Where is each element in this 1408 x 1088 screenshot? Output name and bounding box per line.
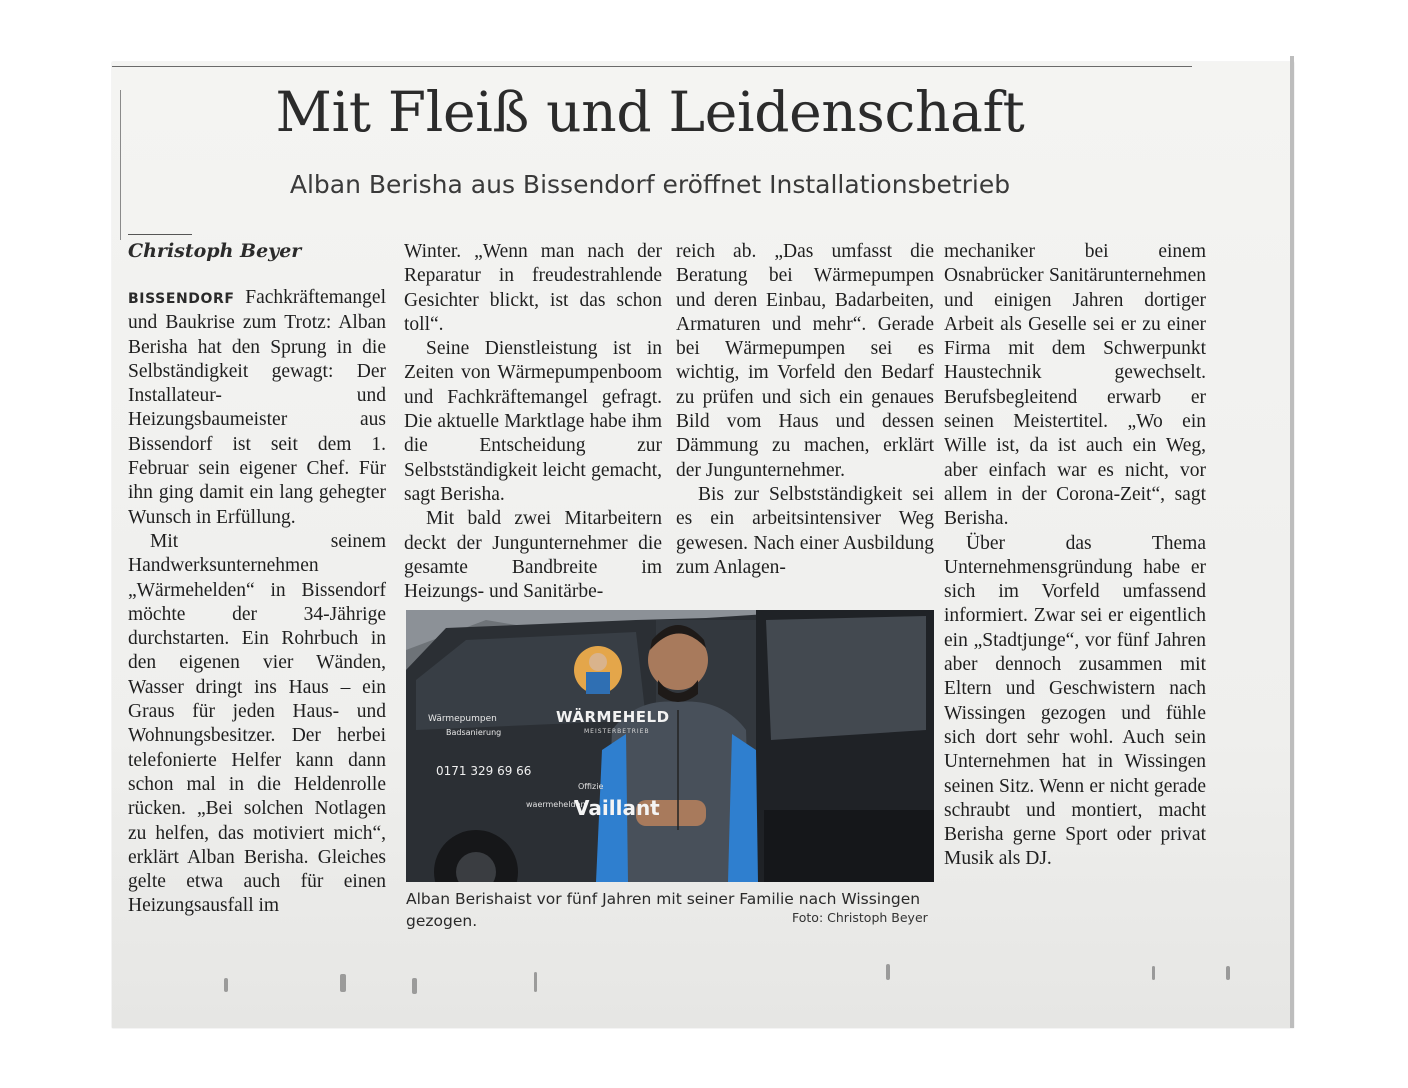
van-photo-illustration — [406, 610, 934, 882]
van-services-text-2: Badsanierung — [446, 728, 502, 737]
paragraph — [128, 286, 386, 530]
paragraph-text: Fachkräftemangel und Baukrise zum Trotz: Alban Berisha hat den Sprung in die Selbständigkeit gewagt: Der Installateur- und Heizungsbaumeister aus Bissendorf ist seit dem 1. Februar sein eigener Chef. Für ihn ging damit ein lang gehegter Wunsch in Erfüllung. — [128, 287, 386, 528]
article-column-4 — [944, 240, 1206, 872]
paragraph: mechaniker bei einem Osnabrücker Sanitärunternehmen und einigen Jahren dortiger Arbeit als Geselle sei er zu einer Firma mit dem Schwerpunkt Haustechnik gewechselt. Berufsbegleitend erwarb er seinen Meistertitel. „Wo ein Wille ist, da ist auch ein Weg, aber einfach war es nicht, vor allem in der Corona-Zeit“, sagt Berisha. — [944, 241, 1206, 530]
paragraph: Mit bald zwei Mitarbeitern deckt der Jungunternehmer die gesamte Bandbreite im Heizungs- und Sanitärbe- — [404, 508, 662, 603]
van-brand-subtext: MEISTERBETRIEB — [584, 728, 650, 735]
author-rule — [128, 234, 192, 235]
headline: Mit Fleiß und Leidenschaft — [275, 80, 1025, 144]
subheadline: Alban Berisha aus Bissendorf eröffnet Installationsbetrieb — [289, 170, 1011, 199]
paragraph: reich ab. „Das umfasst die Beratung bei Wärmepumpen und deren Einbau, Badarbeiten, Armaturen und mehr“. Gerade bei Wärmepumpen sei es wichtig, im Vorfeld den Bedarf zu prüfen und sich ein genaues Bild vom Haus und dessen Dämmung zu machen, erklärt der Jungunternehmer. — [676, 241, 934, 481]
photo-credit: Foto: Christoph Beyer — [792, 910, 928, 925]
article-column-3 — [676, 240, 934, 580]
article-column-2 — [404, 240, 662, 604]
clipping-edge — [1290, 56, 1294, 1028]
article-column-1 — [128, 286, 386, 919]
paragraph: Winter. „Wenn man nach der Reparatur in freudestrahlende Gesichter blickt, ist das schon toll“. — [404, 241, 662, 335]
article-photo — [406, 610, 934, 882]
top-rule — [112, 66, 1192, 67]
paragraph: Mit seinem Handwerksunternehmen „Wärmehelden“ in Bissendorf möchte der 34-Jährige durchstarten. Ein Rohrbuch in den eigenen vier Wänden, Wasser dringt ins Haus – ein Graus für jeden Haus- und Wohnungsbesitzer. Der herbei telefonierte Helfer kann dann schon mal in die Heldenrolle rücken. „Bei solchen Notlagen zu helfen, das motiviert mich“, erklärt Alban Berisha. Gleiches gelte etwa auch für einen Heizungsausfall im — [128, 530, 386, 917]
van-services-text: Wärmepumpen — [428, 714, 497, 724]
van-phone-text: 0171 329 69 66 — [436, 764, 532, 778]
van-brand-text: WÄRMEHELD — [556, 708, 670, 726]
paragraph: Seine Dienstleistung ist in Zeiten von Wärmepumpenboom und Fachkräftemangel gefragt. Die aktuelle Marktlage habe ihm die Entscheidung zur Selbstständigkeit leicht gemacht, sagt Berisha. — [404, 338, 662, 505]
van-partner-logo: Vaillant — [574, 796, 660, 820]
paragraph: Bis zur Selbstständigkeit sei es ein arbeitsintensiver Weg gewesen. Nach einer Ausbildung zum Anlagen- — [676, 483, 934, 578]
photo-caption: Alban Berishaist vor fünf Jahren mit seiner Familie nach Wissingen gezogen. — [406, 890, 921, 930]
paragraph: Über das Thema Unternehmensgründung habe er sich im Vorfeld umfassend informiert. Zwar sei er eigentlich ein „Stadtjunge“, vor fünf Jahren aber dennoch zusammen mit Eltern und Geschwistern nach Wissingen gezogen und fühle sich dort sehr wohl. Auch sein Unternehmen hat in Wissingen seinen Sitz. Wenn er nicht gerade schraubt und montiert, macht Berisha gerne Sport oder privat Musik als DJ. — [944, 532, 1206, 870]
dateline: BISSENDORF — [128, 291, 235, 307]
van-web-text: waermehelden — [526, 800, 586, 809]
van-partner-prefix: Offizie — [578, 782, 604, 791]
author: Christoph Beyer — [128, 240, 302, 262]
